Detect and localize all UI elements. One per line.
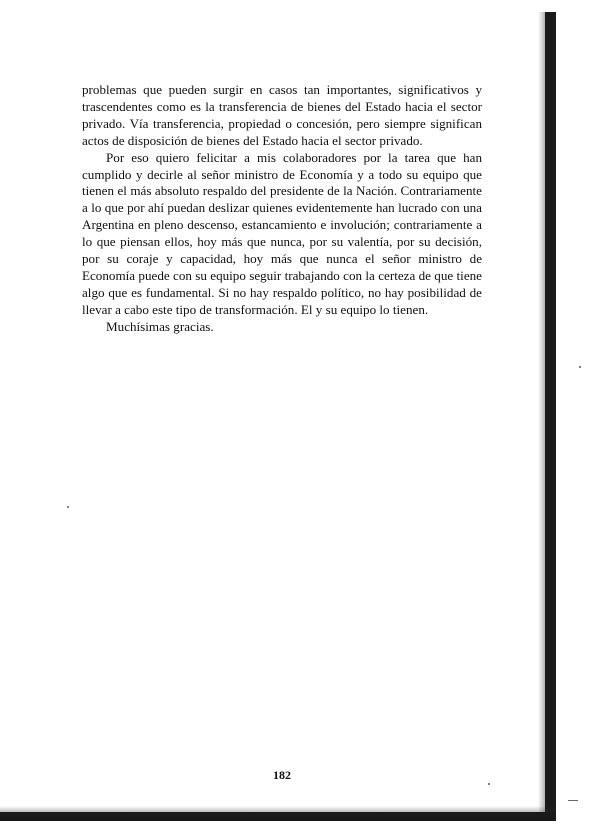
scan-speck bbox=[488, 783, 490, 785]
scan-speck bbox=[568, 800, 578, 801]
paragraph: problemas que pueden surgir en casos tan importantes, significativos y trascendentes como es la transferencia de bienes del Estado hacia el sector privado. Vía transferencia, propiedad o concesión, pero siempre significan actos de disposición de bienes del Estado hacia el sector privado. bbox=[82, 82, 482, 148]
closing-line: Muchísimas gracias. bbox=[106, 318, 214, 334]
page-edge-border-right bbox=[545, 12, 556, 818]
page-edge-border-bottom bbox=[0, 812, 556, 821]
page-edge-shadow-right bbox=[538, 12, 545, 818]
page-number: 182 bbox=[273, 768, 291, 782]
scan-speck bbox=[579, 366, 581, 368]
scan-speck bbox=[67, 506, 69, 508]
paragraph: Por eso quiero felicitar a mis colaboradores por la tarea que han cumplido y decirle al señor ministro de Economía y a todo su equipo que tienen el más absoluto respaldo del presidente de la Nación. Contrariamente a lo que por ahí puedan deslizar quienes evidentemente han lucrado con una Argentina en pleno descenso, estancamiento e involución; contrariamente a lo que piensan ellos, hoy más que nunca, por su valentía, por su decisión, por su coraje y capacidad, hoy más que nunca el señor ministro de Economía puede con su equipo seguir trabajando con la certeza de que tiene algo que es fundamental. Si no hay respaldo político, no hay posibilidad de llevar a cabo este tipo de transformación. El y su equipo lo tienen. bbox=[82, 149, 482, 317]
body-text bbox=[82, 82, 482, 336]
